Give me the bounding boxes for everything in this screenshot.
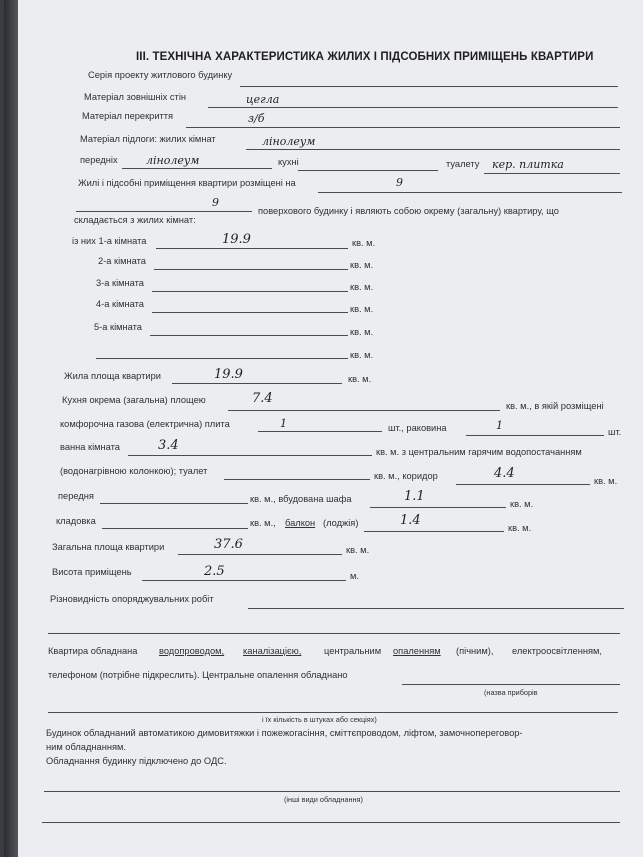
corridor-unit: кв. м.: [594, 476, 618, 486]
hall-line: [100, 503, 248, 504]
total-area-unit: кв. м.: [346, 545, 370, 555]
closet-value: 1.1: [404, 489, 425, 504]
room1-label: із них 1-а кімната: [72, 236, 147, 246]
living-area-unit: кв. м.: [348, 374, 372, 384]
room1-value: 19.9: [222, 232, 251, 247]
room2-line: [154, 269, 348, 270]
total-area-line: [178, 554, 342, 555]
building-line-2: ним обладнанням.: [46, 742, 126, 752]
closet-unit: кв. м.: [510, 499, 534, 509]
floor-hallway-value: лінолеум: [146, 154, 200, 167]
room2-unit: кв. м.: [350, 260, 374, 270]
located-on-line: [318, 192, 622, 193]
devices-name-label: (назва приборів: [484, 688, 538, 697]
height-line: [142, 580, 346, 581]
room5-line: [150, 335, 348, 336]
kitchen-area-line: [228, 410, 500, 411]
stove-label: комфорочна газова (електрична) плита: [60, 419, 230, 429]
room3-line: [152, 291, 348, 292]
stove-value: 1: [280, 417, 287, 430]
form-title: III. ТЕХНІЧНА ХАРАКТЕРИСТИКА ЖИЛИХ І ПІДСОБНИХ ПРИМІЩЕНЬ КВАРТИРИ: [136, 51, 594, 63]
bathroom-label: ванна кімната: [60, 442, 120, 452]
corridor-value: 4.4: [494, 466, 515, 481]
toilet-line: [484, 173, 620, 174]
total-area-label: Загальна площа квартири: [52, 542, 165, 552]
finishing-label: Різновидність опоряджувальних робіт: [50, 594, 214, 604]
room1-unit: кв. м.: [352, 238, 376, 248]
located-on-label: Жилі і підсобні приміщення квартири розміщені на: [78, 178, 296, 188]
bottom-line: [42, 822, 620, 823]
central-heating-line: [402, 684, 620, 685]
balcony-label: балкон: [285, 518, 316, 528]
hallway-line: [122, 168, 272, 169]
heating-option: опаленням: [393, 646, 441, 656]
balcony-unit: кв. м.: [508, 523, 532, 533]
kitchen-label: кухні: [278, 157, 299, 167]
total-area-value: 37.6: [214, 537, 243, 552]
ceiling-value: з/б: [248, 112, 265, 125]
sink-unit: шт.: [608, 427, 622, 437]
kitchen-area-label: Кухня окрема (загальна) площею: [62, 395, 206, 405]
form-page: [18, 0, 643, 857]
central-option: центральним: [324, 646, 382, 656]
walls-line: [208, 107, 618, 108]
floor-line: [246, 149, 620, 150]
devices-count-label: і їх кількість в штуках або секціях): [262, 715, 377, 724]
balcony-pre: кв. м.,: [250, 518, 276, 528]
pantry-label: кладовка: [56, 516, 96, 526]
floor-number-value: 9: [396, 176, 403, 189]
floor-rooms-value: лінолеум: [262, 135, 316, 148]
phone-label: телефоном (потрібне підкреслить). Центральне опалення обладнано: [48, 670, 348, 680]
loggia-label: (лоджія): [323, 518, 359, 528]
room3-unit: кв. м.: [350, 282, 374, 292]
ceiling-label: Матеріал перекриття: [82, 111, 174, 121]
room5-label: 5-а кімната: [94, 322, 142, 332]
walls-label: Матеріал зовнішніх стін: [84, 92, 187, 102]
hot-water-label: кв. м. з центральним гарячим водопостачанням: [376, 447, 582, 457]
kitchen-line: [298, 170, 438, 171]
other-equipment-label: (інші види обладнання): [284, 795, 363, 804]
floor-toilet-value: кер. плитка: [492, 158, 564, 171]
hall-label: передня: [58, 491, 94, 501]
walls-value: цегла: [246, 93, 280, 106]
living-area-line: [172, 383, 342, 384]
room-extra-unit: кв. м.: [350, 350, 374, 360]
electric-option: електроосвітленням,: [512, 646, 602, 656]
sink-value: 1: [496, 419, 503, 432]
room-extra-line: [96, 358, 348, 359]
kitchen-area-tail: кв. м., в якій розміщені: [506, 401, 604, 411]
ods-label: Обладнання будинку підключено до ОДС.: [46, 756, 227, 766]
room3-label: 3-а кімната: [96, 278, 144, 288]
stove-line: [258, 431, 382, 432]
corridor-line: [456, 484, 590, 485]
toilet-label: туалету: [446, 159, 480, 169]
floor-label: Матеріал підлоги: жилих кімнат: [80, 134, 216, 144]
project-series-line: [240, 86, 618, 87]
kitchen-area-value: 7.4: [252, 391, 273, 406]
height-value: 2.5: [204, 564, 225, 579]
equipped-label: Квартира обладнана: [48, 646, 138, 656]
consists-label: складається з жилих кімнат:: [74, 215, 196, 225]
ceiling-line: [186, 127, 620, 128]
room4-line: [152, 312, 348, 313]
water-option: водопроводом,: [159, 646, 225, 656]
sink-line: [466, 435, 604, 436]
room5-unit: кв. м.: [350, 327, 374, 337]
room2-label: 2-а кімната: [98, 256, 146, 266]
devices-line: [48, 712, 618, 713]
living-area-value: 19.9: [214, 367, 243, 382]
other-equipment-line: [44, 791, 620, 792]
height-label: Висота приміщень: [52, 567, 132, 577]
balcony-line: [364, 531, 504, 532]
room4-unit: кв. м.: [350, 304, 374, 314]
boiler-toilet-label: (водонагрівною колонкою); туалет: [60, 466, 208, 476]
sewer-option: каналізацією,: [243, 646, 302, 656]
room1-line: [156, 248, 348, 249]
closet-line: [370, 507, 506, 508]
storeys-value: 9: [212, 196, 219, 209]
building-line-1: Будинок обладнаний автоматикою димовитяжки і пожежогасіння, сміттєпроводом, ліфтом, замочнопереговор-: [46, 728, 523, 738]
sink-label: шт., раковина: [388, 423, 447, 433]
corridor-label: кв. м., коридор: [374, 471, 438, 481]
project-series-label: Серія проекту житлового будинку: [88, 70, 233, 80]
bathroom-line: [128, 455, 372, 456]
hallway-label: передніх: [80, 155, 118, 165]
height-unit: м.: [350, 571, 359, 581]
pantry-line: [102, 528, 248, 529]
closet-label: кв. м., вбудована шафа: [250, 494, 352, 504]
finishing-line-1: [248, 608, 624, 609]
bathroom-value: 3.4: [158, 438, 179, 453]
living-area-label: Жила площа квартири: [64, 371, 161, 381]
stove-heat-option: (пічним),: [456, 646, 494, 656]
room4-label: 4-а кімната: [96, 299, 144, 309]
toilet-area-line: [224, 479, 370, 480]
storeys-label: поверхового будинку і являють собою окрему (загальну) квартиру, що: [258, 206, 559, 216]
finishing-line-2: [48, 633, 620, 634]
storeys-line: [76, 211, 252, 212]
balcony-value: 1.4: [400, 513, 421, 528]
